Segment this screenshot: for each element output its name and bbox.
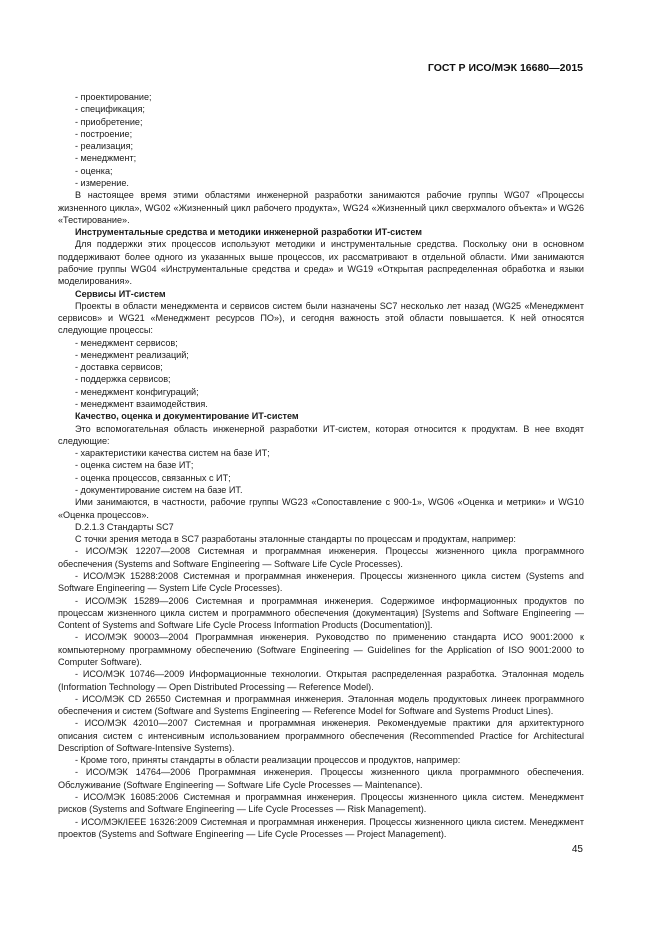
paragraph: Проекты в области менеджмента и сервисов систем были назначены SC7 несколько лет назад (WG25 «Менеджмент сервисов» и WG21 «Менеджмент ресурсов ПО»), и сегодня важность этой области повышается. К ней относятся следующие процессы:	[58, 300, 584, 336]
paragraph: Это вспомогательная область инженерной разработки ИТ-систем, которая относится к продуктам. В нее входят следующие:	[58, 423, 584, 446]
list-item: - характеристики качества систем на базе ИТ;	[75, 448, 270, 459]
list-item: - менеджмент;	[75, 153, 137, 164]
subsection-heading: D.2.1.3 Стандарты SC7	[75, 521, 174, 532]
paragraph: В настоящее время этими областями инженерной разработки занимаются рабочие группы WG07 «Процессы жизненного цикла», WG02 «Жизненный цикл рабочего продукта», WG24 «Жизненный цикл сверхмалого объекта» и WG26 «Тестирование».	[58, 190, 584, 225]
list-item: - реализация;	[75, 141, 134, 152]
paragraph: Ими занимаются, в частности, рабочие группы WG23 «Сопоставление с 900-1», WG06 «Оценка и метрики» и WG10 «Оценка процессов».	[58, 497, 584, 520]
list-item: - проектирование;	[75, 92, 152, 102]
paragraph: С точки зрения метода в SC7 разработаны эталонные стандарты по процессам и продуктам, например:	[75, 534, 516, 545]
standard-item: - ИСО/МЭК CD 26550 Системная и программная инженерия. Эталонная модель продуктовых линеек программного обеспечения и систем (Software and Systems Engineering — Reference Model for Software and Systems Product Lines).	[58, 693, 584, 717]
list-item: - менеджмент реализаций;	[75, 349, 189, 360]
standard-item: - ИСО/МЭК 12207—2008 Системная и программная инженерия. Процессы жизненного цикла программного обеспечения (Systems and Software Engineering — Software Life Cycle Processes).	[58, 546, 584, 569]
list-item: - менеджмент взаимодействия.	[75, 399, 208, 410]
standard-item: - ИСО/МЭК 15289—2006 Системная и программная инженерия. Содержимое информационных продуктов по процессам жизненного цикла систем и программного обеспечения (документация) [Systems and Software Engineering — Content of Systems and Software Life Cycle Process Information Products (Documentation)].	[58, 595, 584, 631]
standard-item: - ИСО/МЭК 10746—2009 Информационные технологии. Открытая распределенная разработка. Эталонная модель (Information Technology — Open Distributed Processing — Reference Model).	[58, 669, 584, 692]
standard-item: - ИСО/МЭК 14764—2006 Программная инженерия. Процессы жизненного цикла программного обеспечения. Обслуживание (Software Engineering — Software Life Cycle Processes — Maintenance).	[58, 767, 584, 790]
list-item: - оценка систем на базе ИТ;	[75, 460, 194, 471]
paragraph: - Кроме того, приняты стандарты в области реализации процессов и продуктов, например:	[75, 755, 461, 766]
list-item: - измерение.	[75, 177, 129, 188]
list-item: - оценка процессов, связанных с ИТ;	[75, 472, 231, 483]
list-item: - менеджмент конфигураций;	[75, 386, 199, 397]
document-code-header: ГОСТ Р ИСО/МЭК 16680—2015	[427, 62, 583, 74]
list-item: - построение;	[75, 128, 133, 139]
standard-item: - ИСО/МЭК 16085:2006 Системная и программная инженерия. Процессы жизненного цикла систем. Менеджмент рисков (Systems and Software Engineering — Life Cycle Processes — Risk Management).	[58, 792, 584, 815]
standard-item: - ИСО/МЭК 15288:2008 Системная и программная инженерия. Процессы жизненного цикла систем (Systems and Software Engineering — System Life Cycle Processes).	[58, 570, 584, 594]
page-number: 45	[571, 844, 583, 855]
list-item: - менеджмент сервисов;	[75, 337, 178, 348]
list-item: - доставка сервисов;	[75, 362, 163, 373]
list-item: - спецификация;	[75, 104, 145, 115]
standard-item: - ИСО/МЭК 42010—2007 Системная и программная инженерия. Рекомендуемые практики для архитектурного описания систем с интенсивным использованием программного обеспечения (Recommended Practice for Architectural Description of Software-Intensive Systems).	[58, 718, 584, 753]
list-item: - приобретение;	[75, 116, 143, 127]
list-item: - документирование систем на базе ИТ.	[75, 485, 243, 495]
section-heading: Инструментальные средства и методики инженерной разработки ИТ-систем	[75, 227, 422, 238]
standard-item: - ИСО/МЭК/IEEE 16326:2009 Системная и программная инженерия. Процессы жизненного цикла систем. Менеджмент проектов (Systems and Software Engineering — Life Cycle Processes — Project Management).	[58, 816, 584, 839]
standard-item: - ИСО/МЭК 90003—2004 Программная инженерия. Руководство по применению стандарта ИСО 9001:2000 к компьютерному программному обеспечению (Software Engineering — Guidelines for the Application of ISO 9001:2000 to Computer Software).	[58, 632, 584, 667]
list-item: - оценка;	[75, 165, 113, 176]
list-item: - поддержка сервисов;	[75, 374, 171, 385]
paragraph: Для поддержки этих процессов используют методики и инструментальные средства. Поскольку они в основном поддерживают более одного из указанных выше процессов, их рассматривают в отдельной области. Ими занимаются рабочие группы WG04 «Инструментальные средства и среда» и WG19 «Открытая распределенная обработка и языки моделирования».	[58, 239, 584, 287]
page-body	[58, 91, 584, 840]
section-heading: Качество, оценка и документирование ИТ-систем	[75, 411, 299, 422]
section-heading: Сервисы ИТ-систем	[75, 288, 166, 299]
